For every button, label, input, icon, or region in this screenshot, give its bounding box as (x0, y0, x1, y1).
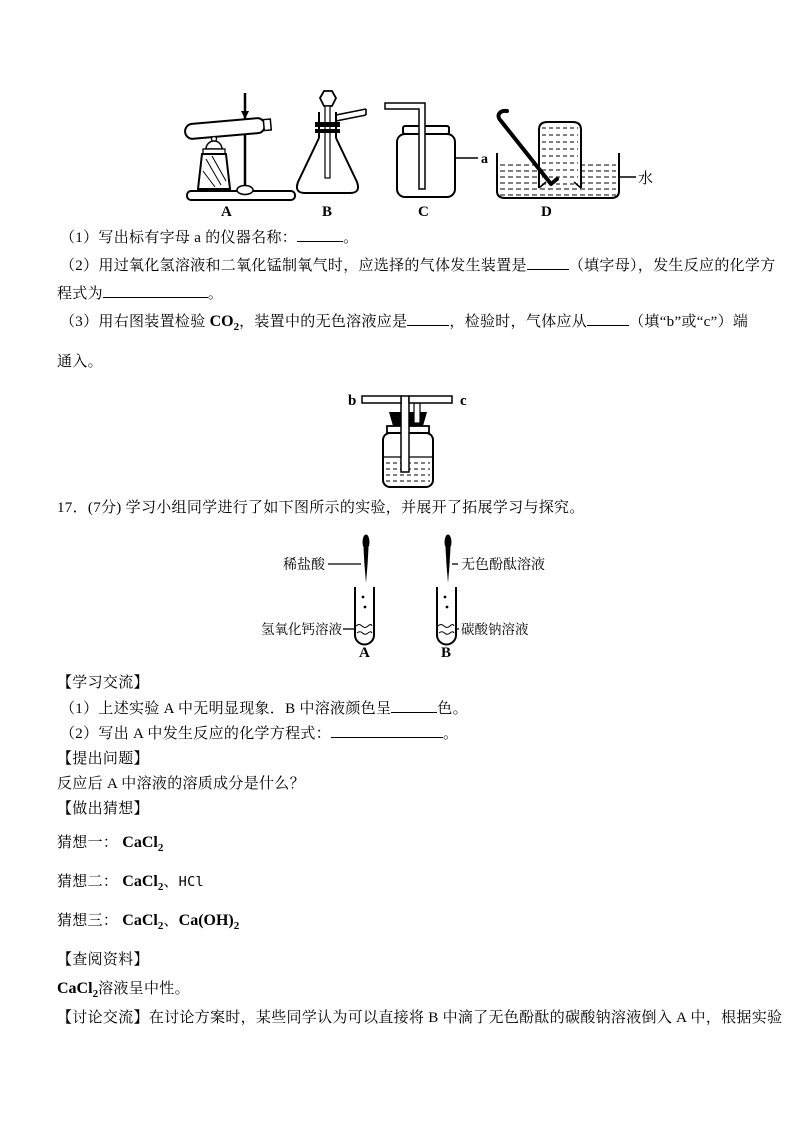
guess-1-line (57, 833, 163, 858)
port-b-label: b (348, 393, 357, 409)
q16-part2-line2 (57, 284, 223, 304)
cacl2-formula: CaCl$_2$ (122, 912, 164, 933)
answer-blank (587, 313, 629, 326)
q16-part3-text5: 通入。 (57, 354, 103, 370)
apparatus-a-label: A (221, 204, 232, 220)
study-q2-line (60, 724, 458, 744)
answer-blank (527, 257, 569, 270)
caoh2-formula: $Ca(OH)_2$ (178, 912, 240, 933)
reference-line (57, 979, 190, 1004)
section-title: 【查阅资料】 (57, 952, 149, 968)
dilute-hcl-label: 稀盐酸 (283, 558, 325, 573)
q16-part3-text3: ，检验时，气体应从 (449, 314, 588, 330)
study-q1-text: （1）上述实验 A 中无明显现象．B 中溶液颜色呈 (60, 701, 392, 717)
test-tube-a-diagram (355, 587, 374, 645)
section-title: 【讨论交流】 (57, 1010, 149, 1026)
answer-blank (407, 313, 449, 326)
q17-stem-text: 17．(7分) 学习小组同学进行了如下图所示的实验，并展开了拓展学习与探究。 (57, 500, 585, 516)
discussion-line (57, 1008, 782, 1028)
guess-3-line (57, 911, 239, 936)
dropper-b-icon (445, 535, 452, 584)
q17-stem (57, 498, 585, 518)
answer-blank (391, 700, 437, 713)
calcium-hydroxide-label: 氢氧化钙溶液 (261, 622, 342, 637)
apparatus-c-diagram (385, 103, 488, 220)
study-q2-text: （2）写出 A 中发生反应的化学方程式： (60, 726, 332, 742)
apparatus-d-diagram (497, 111, 653, 220)
q16-part2-text3: 程式为 (57, 286, 103, 302)
answer-blank (103, 285, 208, 298)
q16-part2-end: 。 (207, 286, 224, 302)
cacl2-formula: CaCl$_2$ (122, 834, 164, 855)
apparatus-b-diagram (297, 91, 366, 220)
study-q1-end: 色。 (437, 701, 468, 717)
tube-b-letter: B (441, 645, 452, 661)
section-reference (57, 950, 149, 970)
q16-part1-line (60, 228, 358, 248)
answer-blank (331, 725, 443, 738)
phenolphthalein-label: 无色酚酞溶液 (461, 558, 545, 573)
q16-part3-line2 (57, 352, 103, 372)
dropper-a-icon (363, 535, 370, 584)
section-study-exchange (57, 673, 149, 693)
hcl-formula: HCl (178, 874, 204, 890)
port-c-label: c (460, 393, 467, 409)
reference-text: 溶液呈中性。 (98, 981, 190, 997)
section-title: 【学习交流】 (57, 675, 149, 691)
study-q2-end: 。 (443, 726, 459, 742)
cacl2-formula: CaCl$_2$ (122, 873, 164, 894)
apparatus-figure (175, 85, 670, 220)
question-text-line (57, 774, 305, 794)
guess-2-line (57, 872, 204, 897)
discussion-text: 在讨论方案时，某些同学认为可以直接将 B 中滴了无色酚酞的碳酸钠溶液倒入 A 中，根据实验 (148, 1010, 783, 1026)
answer-blank (297, 229, 343, 242)
study-q1-line (60, 699, 468, 719)
cacl2-formula: CaCl$_2$ (57, 980, 99, 1001)
apparatus-b-label: B (322, 204, 333, 220)
section-make-guess (57, 799, 149, 819)
section-title: 【提出问题】 (57, 751, 149, 767)
tube-a-label: a (481, 152, 488, 167)
q16-part2-text: （2）用过氧化氢溶液和二氧化锰制氧气时，应选择的气体发生装置是 (60, 258, 527, 274)
q16-part2-line1 (60, 256, 776, 276)
apparatus-a-diagram (184, 93, 295, 220)
guess-3-label: 猜想三： (57, 913, 119, 929)
test-tube-experiment-figure (258, 533, 554, 665)
sodium-carbonate-label: 碳酸钠溶液 (461, 622, 529, 637)
q16-part3-text4: （填“b”或“c”）端 (629, 314, 749, 330)
q16-part2-text2: （填字母），发生反应的化学方 (568, 258, 776, 274)
guess-2-label: 猜想二： (57, 874, 119, 890)
gas-washing-bottle-figure (340, 385, 480, 493)
separator: 、 (163, 874, 179, 890)
q16-part3-text2: ，装置中的无色溶液应是 (239, 314, 408, 330)
section-title: 【做出猜想】 (57, 801, 149, 817)
tube-a-letter: A (359, 645, 370, 661)
apparatus-c-label: C (418, 204, 429, 220)
test-tube-b-diagram (437, 587, 456, 645)
q16-part1-end: 。 (343, 230, 359, 246)
q16-part1-text: （1）写出标有字母 a 的仪器名称： (60, 230, 298, 246)
water-label: 水 (638, 171, 654, 187)
q16-part3-text: （3）用右图装置检验 (60, 314, 206, 330)
guess-1-label: 猜想一： (57, 835, 119, 851)
q16-part3-line1 (60, 312, 748, 337)
section-raise-question (57, 749, 149, 769)
apparatus-d-label: D (541, 204, 552, 220)
separator: 、 (163, 913, 179, 929)
question-text: 反应后 A 中溶液的溶质成分是什么？ (57, 776, 305, 792)
co2-formula: $CO_2$ (209, 313, 240, 334)
